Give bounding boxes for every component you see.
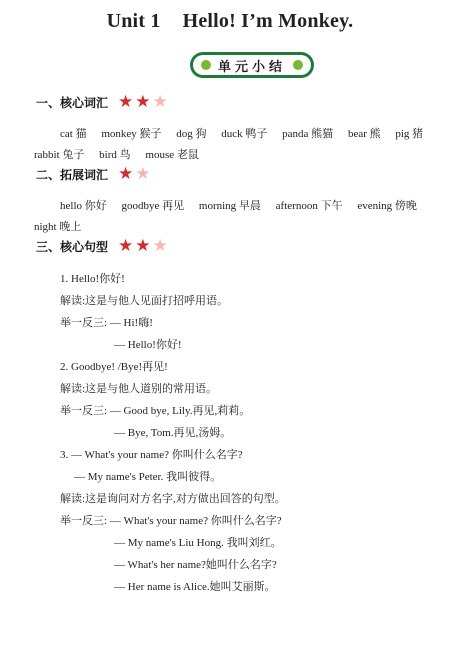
badge-label: 单元小结 bbox=[217, 59, 286, 75]
sentence-3-example-4: — Her name is Alice.她叫艾丽斯。 bbox=[114, 581, 276, 593]
star-full-icon: ★ bbox=[118, 164, 134, 184]
sentence-2-example-2: — Bye, Tom.再见,汤姆。 bbox=[114, 427, 232, 439]
extended-words-row-2 bbox=[34, 218, 93, 234]
vocab-item: evening 傍晚 bbox=[357, 200, 417, 212]
vocab-item: night 晚上 bbox=[34, 221, 82, 233]
badge-dot-left-icon bbox=[201, 60, 211, 70]
vocab-item: panda 熊猫 bbox=[282, 128, 334, 140]
difficulty-stars bbox=[118, 166, 153, 183]
difficulty-stars bbox=[118, 94, 170, 111]
core-words-row-1 bbox=[60, 125, 435, 141]
summary-badge bbox=[190, 52, 314, 78]
core-words-row-2 bbox=[34, 146, 211, 162]
sentence-3-example-3: — What's her name?她叫什么名字? bbox=[114, 559, 277, 571]
vocab-item: monkey 猴子 bbox=[101, 128, 162, 140]
vocab-item: goodbye 再见 bbox=[121, 200, 185, 212]
vocab-item: duck 鸭子 bbox=[221, 128, 268, 140]
unit-title: Hello! I’m Monkey. bbox=[182, 10, 354, 32]
sentence-3: 3. — What's your name? 你叫什么名字? bbox=[60, 449, 243, 461]
star-full-icon: ★ bbox=[135, 92, 151, 112]
vocab-item: hello 你好 bbox=[60, 200, 107, 212]
sentence-3-explanation: 解读:这是询问对方名字,对方做出回答的句型。 bbox=[60, 493, 286, 505]
star-faded-icon: ★ bbox=[152, 236, 168, 256]
sentence-2-example-1: 举一反三: — Good bye, Lily.再见,莉莉。 bbox=[60, 405, 251, 417]
vocab-item: rabbit 兔子 bbox=[34, 149, 85, 161]
sentence-2: 2. Goodbye! /Bye!再见! bbox=[60, 361, 168, 373]
sentence-1-example-1: 举一反三: — Hi!嗨! bbox=[60, 317, 153, 329]
vocab-item: afternoon 下午 bbox=[275, 200, 343, 212]
sentence-3-answer: — My name's Peter. 我叫彼得。 bbox=[74, 471, 222, 483]
vocab-item: bird 鸟 bbox=[99, 149, 131, 161]
vocab-item: bear 熊 bbox=[347, 128, 381, 140]
sentence-1-example-2: — Hello!你好! bbox=[114, 339, 182, 351]
vocab-item: dog 狗 bbox=[176, 128, 207, 140]
section-core-sentences-heading: 三、核心句型 ★ ★ ★ bbox=[36, 236, 168, 256]
vocab-item: morning 早晨 bbox=[198, 200, 261, 212]
vocab-item: mouse 老鼠 bbox=[145, 149, 199, 161]
sentence-1-explanation: 解读:这是与他人见面打招呼用语。 bbox=[60, 295, 229, 307]
extended-words-row-1 bbox=[60, 197, 429, 213]
difficulty-stars bbox=[118, 238, 170, 255]
vocab-item: cat 猫 bbox=[60, 128, 87, 140]
sentence-3-example-2: — My name's Liu Hong. 我叫刘红。 bbox=[114, 537, 282, 549]
star-faded-icon: ★ bbox=[152, 92, 168, 112]
sentence-1: 1. Hello!你好! bbox=[60, 273, 125, 285]
vocab-item: pig 猪 bbox=[395, 128, 424, 140]
star-full-icon: ★ bbox=[118, 236, 134, 256]
badge-dot-right-icon bbox=[293, 60, 303, 70]
star-faded-icon: ★ bbox=[135, 164, 151, 184]
section-core-words-heading: 一、核心词汇 ★ ★ ★ bbox=[36, 92, 168, 112]
section-extended-words-heading: 二、拓展词汇 ★ ★ bbox=[36, 164, 151, 184]
page-title bbox=[0, 10, 460, 33]
unit-label: Unit 1 bbox=[106, 10, 161, 32]
sentence-2-explanation: 解读:这是与他人道别的常用语。 bbox=[60, 383, 218, 395]
star-full-icon: ★ bbox=[135, 236, 151, 256]
sentence-3-example-1: 举一反三: — What's your name? 你叫什么名字? bbox=[60, 515, 282, 527]
star-full-icon: ★ bbox=[118, 92, 134, 112]
